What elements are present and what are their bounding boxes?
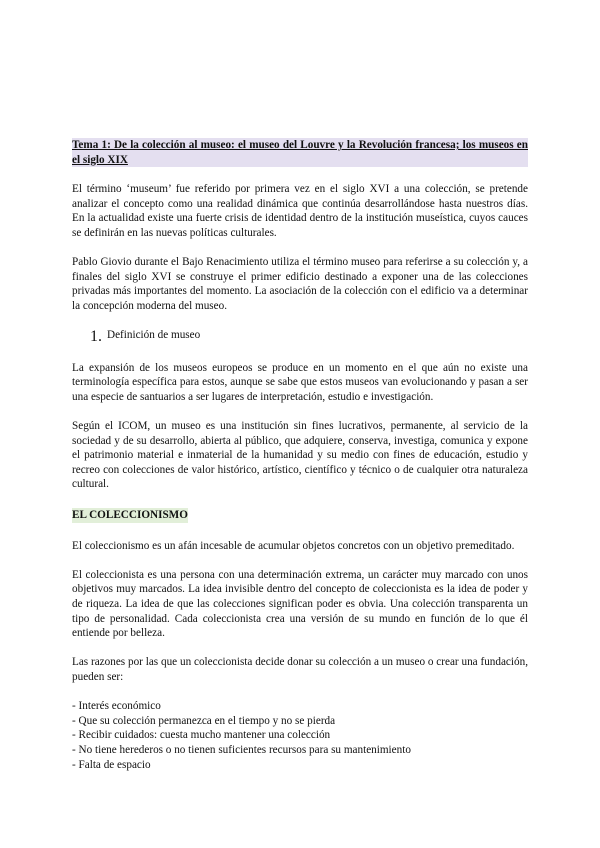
bullet-item: - No tiene herederos o no tienen suficientes recursos para su mantenimiento [72, 743, 411, 756]
paragraph: Según el ICOM, un museo es una institución sin fines lucrativos, permanente, al servicio de la sociedad y de su desarrollo, abierta al público, que adquiere, conserva, investiga, comunica y expone el patrimonio material e inmaterial de la humanidad y su medio con fines de educación, estudio y recreo con colecciones de valor histórico, artístico, científico y técnico o de cualquier otra naturaleza cultural. [72, 420, 528, 491]
list-item-text: Definición de museo [107, 329, 201, 342]
paragraph: Pablo Giovio durante el Bajo Renacimiento utiliza el término museo para referirse a su colección y, a finales del siglo XVI se construye el primer edificio destinado a exponer una de las colecciones privadas más importantes del momento. La asociación de la colección con el edificio va a determinar la concepción moderna del museo. [72, 256, 528, 312]
paragraph: El término ‘museum’ fue referido por primera vez en el siglo XVI a una colección, se pretende analizar el concepto como una realidad dinámica que continúa desarrollándose hasta nuestros días. En la actualidad existe una fuerte crisis de identidad dentro de la institución museística, cuyos cauces se definirán en las nuevas políticas culturales. [72, 183, 528, 239]
bullet-item: - Interés económico [72, 700, 161, 713]
page-title: Tema 1: De la colección al museo: el museo del Louvre y la Revolución francesa; los museos en el siglo XIX [72, 139, 528, 166]
document-page [72, 138, 528, 772]
section-heading: EL COLECCIONISMO [72, 509, 188, 522]
bullet-item: - Falta de espacio [72, 758, 151, 771]
bullet-item: - Recibir cuidados: cuesta mucho mantener una colección [72, 729, 331, 742]
list-number: 1. [90, 328, 102, 346]
paragraph: El coleccionista es una persona con una determinación extrema, un carácter muy marcado con unos objetivos muy marcados. La idea invisible dentro del concepto de coleccionista es la idea de poder y de riqueza. La idea de que las colecciones significan poder es obvia. Una colección transparenta un tipo de personalidad. Cada coleccionista crea una versión de su mundo en función de lo que él entiende por belleza. [72, 568, 528, 640]
bullet-list [72, 699, 528, 772]
bullet-item: - Que su colección permanezca en el tiempo y no se pierda [72, 714, 336, 727]
paragraph: El coleccionismo es un afán incesable de acumular objetos concretos con un objetivo premeditado. [72, 539, 515, 552]
paragraph: La expansión de los museos europeos se produce en un momento en el que aún no existe una terminología específica para estos, aunque se sabe que estos museos van evolucionando y pasan a ser una especie de santuarios a ser lugares de interpretación, estudio e investigación. [72, 361, 528, 403]
paragraph: Las razones por las que un coleccionista decide donar su colección a un museo o crear una fundación, pueden ser: [72, 656, 528, 683]
numbered-list-item [90, 328, 528, 346]
